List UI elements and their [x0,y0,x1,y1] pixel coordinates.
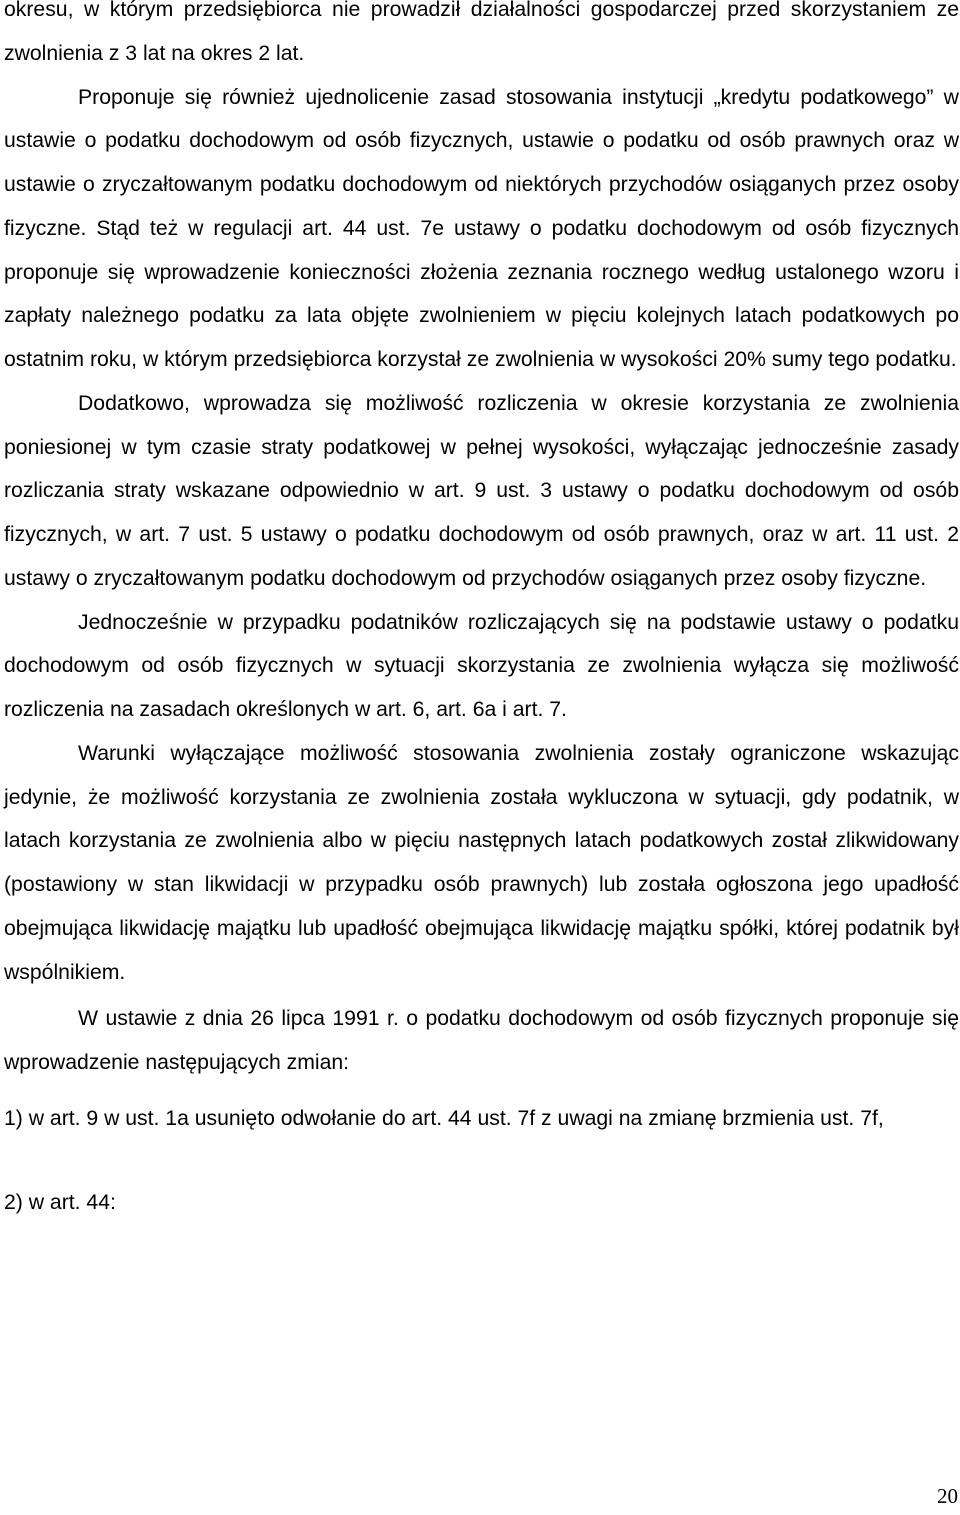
paragraph-exemption-conditions: Warunki wyłączające możliwość stosowania zwolnienia zostały ograniczone wskazując jedynie, że możliwość korzystania ze zwolnienia została wykluczona w sytuacji, gdy podatnik, w latach korzystania ze zwolnienia albo w pięciu następnych latach podatkowych został zlikwidowany (postawiony w stan likwidacji w przypadku osób prawnych) lub została ogłoszona jego upadłość obejmująca likwidację majątku lub upadłość obejmująca likwidację majątku spółki, której podatnik był wspólnikiem. [4,741,959,984]
paragraph-proposed-changes: W ustawie z dnia 26 lipca 1991 r. o podatku dochodowym od osób fizycznych proponuje się wprowadzenie następujących zmian: [4,1007,959,1074]
document-body [4,0,959,1224]
paragraph-loss-settlement: Dodatkowo, wprowadza się możliwość rozliczenia w okresie korzystania ze zwolnienia poniesionej w tym czasie straty podatkowej w pełnej wysokości, wyłączając jednocześnie zasady rozliczania straty wskazane odpowiednio w art. 9 ust. 3 ustawy o podatku dochodowym od osób fizycznych, w art. 7 ust. 5 ustawy o podatku dochodowym od osób prawnych, oraz w art. 11 ust. 2 ustawy o zryczałtowanym podatku dochodowym od przychodów osiąganych przez osoby fizyczne. [4,391,959,590]
paragraph-tax-credit: Proponuje się również ujednolicenie zasad stosowania instytucji „kredytu podatkowego” w ustawie o podatku dochodowym od osób fizycznych, ustawie o podatku od osób prawnych oraz w ustawie o zryczałtowanym podatku dochodowym od niektórych przychodów osiąganych przez osoby fizyczne. Stąd też w regulacji art. 44 ust. 7e ustawy o podatku dochodowym od osób fizycznych proponuje się wprowadzenie konieczności złożenia zeznania rocznego według ustalonego wzoru i zapłaty należnego podatku za lata objęte zwolnieniem w pięciu kolejnych latach podatkowych po ostatnim roku, w którym przedsiębiorca korzystał ze zwolnienia w wysokości 20% sumy tego podatku. [4,85,959,371]
list-item-art-44: 2) w art. 44: [4,1190,116,1214]
paragraph-settlement-exclusion: Jednocześnie w przypadku podatników rozliczających się na podstawie ustawy o podatku dochodowym od osób fizycznych w sytuacji skorzystania ze zwolnienia wyłącza się możliwość rozliczenia na zasadach określonych w art. 6, art. 6a i art. 7. [4,610,959,721]
list-item-art-9: 1) w art. 9 w ust. 1a usunięto odwołanie do art. 44 ust. 7f z uwagi na zmianę brzmienia ust. 7f, [4,1106,884,1130]
paragraph-continuation: okresu, w którym przedsiębiorca nie prowadził działalności gospodarczej przed skorzystaniem ze zwolnienia z 3 lat na okres 2 lat. [4,0,959,65]
page-number: 20 [937,1484,958,1508]
